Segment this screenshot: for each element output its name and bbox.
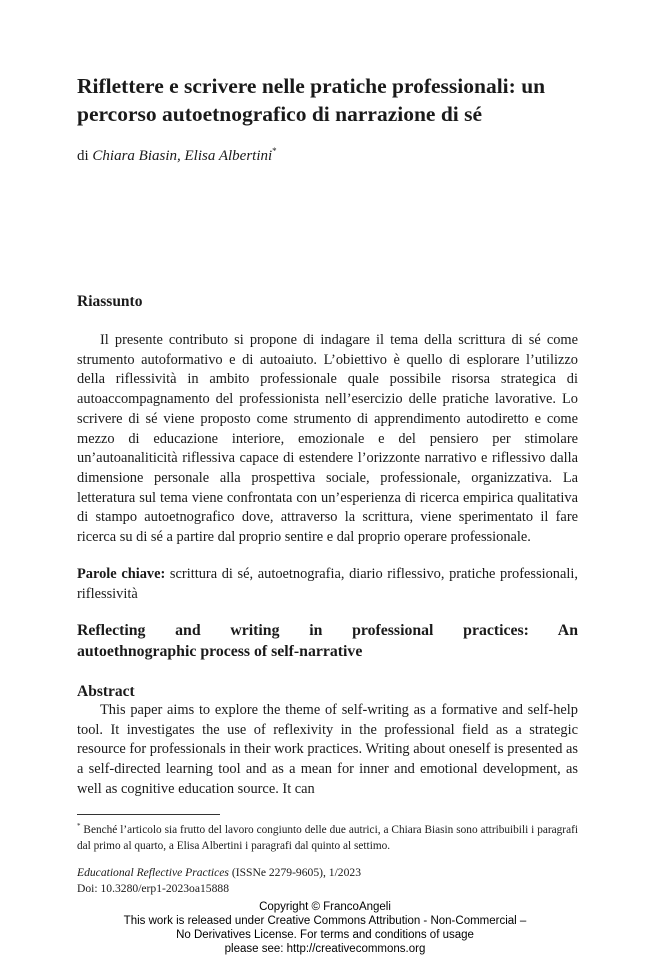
keywords-list: scrittura di sé, autoetnografia, diario riflessivo, pratiche professionali, riflessività — [77, 566, 578, 602]
footnote-divider — [77, 814, 220, 815]
journal-issue: (ISSNe 2279-9605), 1/2023 — [228, 866, 361, 879]
authors-names: Chiara Biasin, Elisa Albertini — [92, 148, 273, 164]
authors-footnote-mark: * — [272, 146, 277, 156]
footnote-text: Benché l’articolo sia frutto del lavoro congiunto delle due autrici, a Chiara Biasin sono attribuibili i paragrafi dal primo al quarto, a Elisa Albertini i paragrafi dal quinto al settimo. — [77, 824, 578, 852]
article-title: Riflettere e scrivere nelle pratiche professionali: un percorso autoetnografico di narrazione di sé — [77, 74, 546, 126]
abstract-heading: Abstract — [77, 683, 135, 700]
copyright-line-3: No Derivatives License. For terms and conditions of usage — [176, 929, 474, 941]
english-title-line-2: autoethnographic process of self-narrative — [77, 643, 363, 660]
riassunto-paragraph: Il presente contributo si propone di indagare il tema della scrittura di sé come strumento autoformativo e di autoaiuto. L’obiettivo è quello di esplorare l’utilizzo della riflessività in ambito professionale quale possibile risorsa strategica di autoaccompagnamento del professionista nell’esercizio delle pratiche lavorative. Lo scrivere di sé viene proposto come strumento di apprendimento autodiretto e come mezzo di educazione interiore, emozionale e del pensiero per stimolare un’autoanaliticità riflessiva capace di estendere l’orizzonte narrativo e riflessivo dalla dimensione personale alla prospettiva sociale, professionale, organizzativa. La letteratura sul tema viene confrontata con un’esperienza di ricerca empirica qualitativa di stampo autoetnografico dove, attraverso la scrittura, viene sperimentato il fare ricerca su di sé a partire dal proprio sentire e dal proprio operare professionale. — [77, 332, 578, 546]
journal-info — [77, 865, 578, 897]
abstract-paragraph: This paper aims to explore the theme of self-writing as a formative and self-help tool. It investigates the use of reflexivity in the professional field as a strategic resource for professionals in their work practices. Writing about oneself is presented as a self-directed learning tool and as a mean for inner and emotional development, as well as cognitive education source. It can — [77, 702, 578, 797]
copyright-line-2: This work is released under Creative Commons Attribution - Non-Commercial – — [123, 915, 527, 927]
copyright-notice — [0, 900, 650, 956]
footnote-mark: * — [77, 822, 81, 831]
keywords — [77, 565, 578, 604]
journal-name: Educational Reflective Practices — [77, 866, 229, 879]
keywords-label: Parole chiave: — [77, 566, 166, 582]
english-title — [77, 620, 578, 662]
english-title-line-1: Reflecting and writing in professional practices: An — [77, 622, 578, 639]
article-authors — [77, 146, 578, 166]
riassunto-heading: Riassunto — [77, 293, 143, 310]
journal-doi: Doi: 10.3280/erp1-2023oa15888 — [77, 882, 229, 895]
footnote — [77, 823, 578, 854]
copyright-line-1: Copyright © FrancoAngeli — [259, 901, 391, 913]
journal-citation — [77, 865, 578, 881]
copyright-line-4: please see: http://creativecommons.org — [224, 943, 426, 955]
authors-prefix: di — [77, 148, 93, 164]
